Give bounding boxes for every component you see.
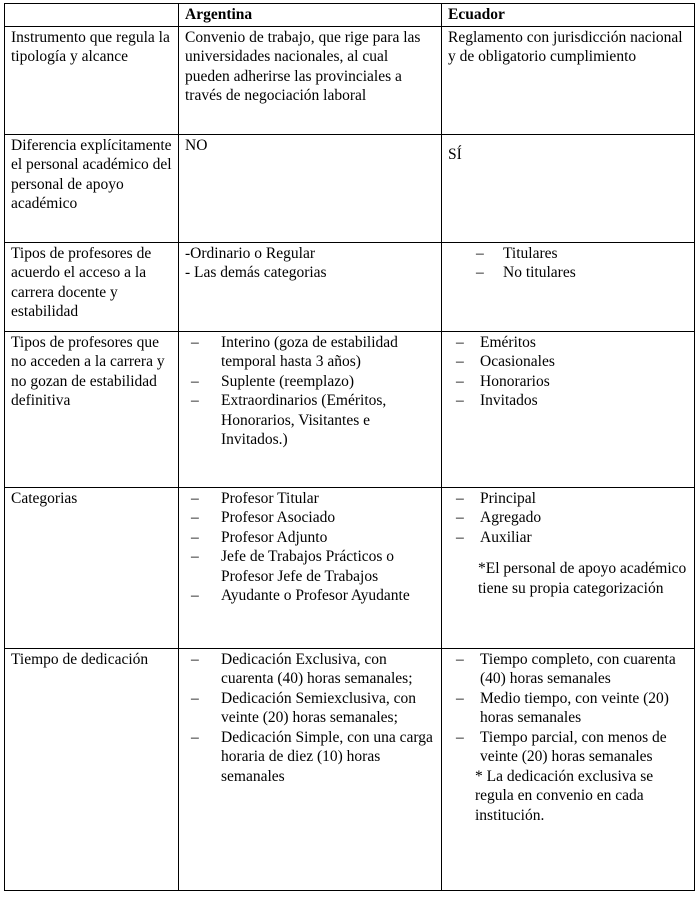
ecuador-cell: [442, 487, 695, 648]
header-row: [5, 4, 695, 27]
table-row: [5, 26, 695, 134]
ecuador-cell: [442, 648, 695, 890]
list-item: – Eméritos: [448, 333, 689, 353]
ecuador-list: [448, 489, 689, 548]
ecuador-list: [448, 244, 689, 283]
ecuador-cell: Reglamento con jurisdicción nacional y de obligatorio cumplimiento: [442, 26, 695, 134]
list-item: – Profesor Asociado: [185, 508, 436, 528]
list-item: - Las demás categorias: [185, 264, 327, 281]
list-item: – Principal: [448, 489, 689, 509]
list-item: – Ayudante o Profesor Ayudante: [185, 586, 436, 606]
list-item: – Medio tiempo, con veinte (20) horas semanales: [448, 689, 689, 728]
row-label: Diferencia explícitamente el personal académico del personal de apoyo académico: [5, 134, 179, 242]
list-item: – Ocasionales: [448, 352, 689, 372]
list-item: – Agregado: [448, 508, 689, 528]
argentina-cell: [179, 242, 442, 331]
row-label: Instrumento que regula la tipología y alcance: [5, 26, 179, 134]
ecuador-cell: [442, 242, 695, 331]
list-item: – Extraordinarios (Eméritos, Honorarios, Visitantes e Invitados.): [185, 391, 436, 450]
argentina-cell: [179, 648, 442, 890]
list-item: – Interino (goza de estabilidad temporal hasta 3 años): [185, 333, 436, 372]
table-row: [5, 242, 695, 331]
header-empty-cell: [5, 4, 179, 27]
list-item: – Auxiliar: [448, 528, 689, 548]
argentina-list: [185, 489, 436, 606]
argentina-cell: Convenio de trabajo, que rige para las universidades nacionales, al cual pueden adherirse las provinciales a través de negociación laboral: [179, 26, 442, 134]
list-item: – Dedicación Semiexclusiva, con veinte (20) horas semanales;: [185, 689, 436, 728]
argentina-list: [185, 650, 436, 787]
list-item: – Suplente (reemplazo): [185, 372, 436, 392]
table-row: [5, 331, 695, 487]
table-row: [5, 648, 695, 890]
list-item: – Tiempo completo, con cuarenta (40) horas semanales: [448, 650, 689, 689]
ecuador-cell: [442, 331, 695, 487]
list-item: – Invitados: [448, 391, 689, 411]
ecuador-note: * La dedicación exclusiva se regula en convenio en cada institución.: [475, 767, 654, 824]
row-label: Tipos de profesores de acuerdo el acceso a la carrera docente y estabilidad: [5, 242, 179, 331]
ecuador-value: SÍ: [448, 145, 462, 163]
argentina-cell: NO: [179, 134, 442, 242]
table-row: [5, 487, 695, 648]
row-label: Tiempo de dedicación: [5, 648, 179, 890]
list-item: – Dedicación Simple, con una carga horaria de diez (10) horas semanales: [185, 728, 436, 787]
argentina-cell: [179, 487, 442, 648]
list-item: – Profesor Adjunto: [185, 528, 436, 548]
argentina-list: [185, 333, 436, 450]
comparison-table: [4, 3, 695, 891]
ecuador-list: [448, 650, 689, 767]
header-argentina: Argentina: [179, 4, 442, 27]
row-label: Tipos de profesores que no acceden a la carrera y no gozan de estabilidad definitiva: [5, 331, 179, 487]
table-row: [5, 134, 695, 242]
list-item: – Honorarios: [448, 372, 689, 392]
list-item: – Tiempo parcial, con menos de veinte (20) horas semanales: [448, 728, 689, 767]
ecuador-note: *El personal de apoyo académico tiene su propia categorización: [478, 560, 687, 597]
list-item: – Jefe de Trabajos Prácticos o Profesor Jefe de Trabajos: [185, 547, 436, 586]
list-item: – Profesor Titular: [185, 489, 436, 509]
ecuador-cell: [442, 134, 695, 242]
argentina-cell: [179, 331, 442, 487]
list-item: – No titulares: [448, 263, 689, 283]
ecuador-list: [448, 333, 689, 411]
list-item: – Dedicación Exclusiva, con cuarenta (40) horas semanales;: [185, 650, 436, 689]
row-label: Categorias: [5, 487, 179, 648]
header-ecuador: Ecuador: [442, 4, 695, 27]
list-item: – Titulares: [448, 244, 689, 264]
list-item: -Ordinario o Regular: [185, 244, 315, 262]
